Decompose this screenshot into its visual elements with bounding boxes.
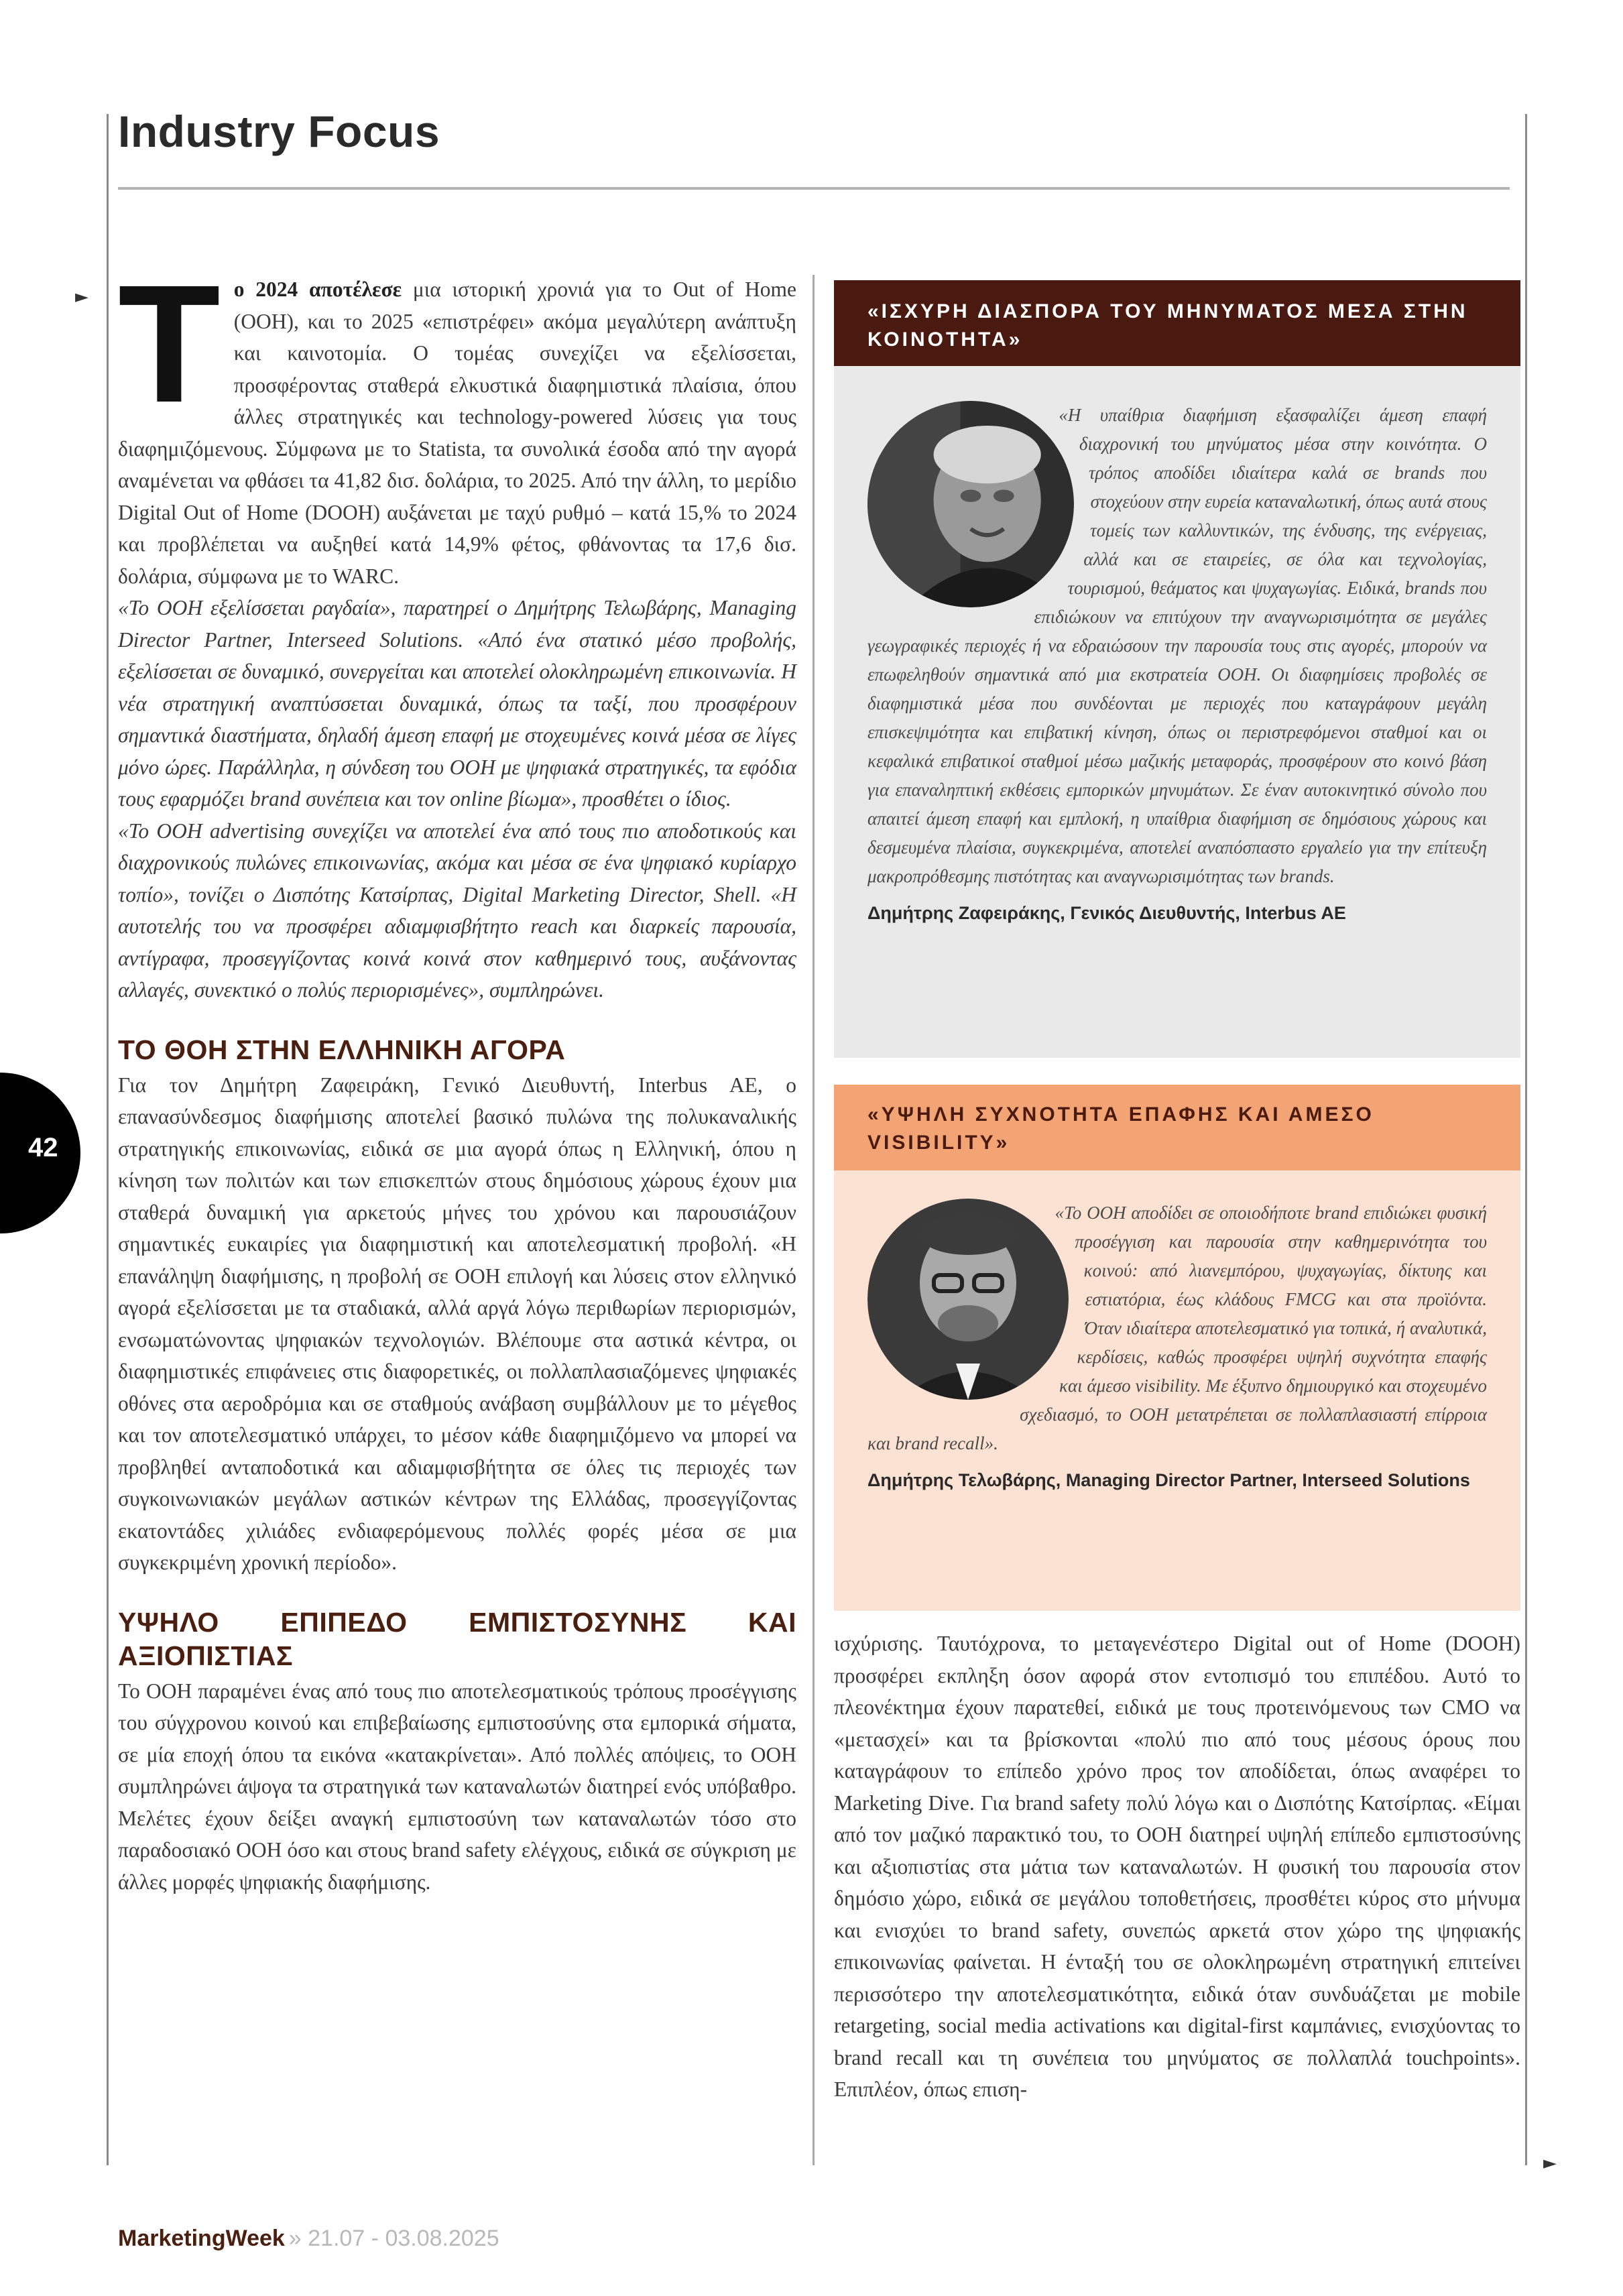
quote-box-2-text: «Το OOH αποδίδει σε οποιοδήποτε brand επιδιώκει φυσική προσέγγιση και παρουσία στην καθημερινότητα του κοινού: από λιανεμπόρου, ψυχαγωγίας, δίκτυης και εστιατόρια, έως κλάδους FMCG και στα προϊόντα. Όταν ιδιαίτερα αποτελεσματικό για τοπικά, ή αναλυτικά, κερδίσεις, καθώς προσφέρει υψηλή συχνότητα επαφής και άμεσο visibility. Με έξυπνο δημιουργικό και στοχευμένο σχεδιασμό, το OOH μετατρέπεται σε πολλαπλασιαστή επίρροια και brand recall». xyxy=(867,1203,1487,1453)
quote-box-1-body xyxy=(834,366,1520,927)
continue-arrow-icon: ► xyxy=(75,287,88,307)
right-frame-rule xyxy=(1525,114,1527,2165)
article-paragraph-5: Το ΟΟΗ παραμένει ένας από τους πιο αποτελεσματικούς τρόπους προσέγγισης του σύγχρονου κοινού και επιβεβαίωσης εμπιστοσύνης στα εμπορικά σήματα, σε μία εποχή όπου τα εικόνα «κατακρίνεται». Από πολλές απόψεις, το ΟΟΗ συμπληρώνει άψογα τα στρατηγικά των καταναλωτών διατηρεί ενός υπόβαθρο. Μελέτες έχουν δείξει αναγκή εμπιστοσύνη των καταναλωτών τόσο στο παραδοσιακό ΟΟΗ όσο και στους brand safety ελέγχους, ειδικά σε σύγκριση με άλλες μορφές ψηφιακής διαφήμισης. xyxy=(118,1679,796,1894)
intro-lead: o 2024 αποτέλεσε xyxy=(233,278,402,301)
portrait-photo-1 xyxy=(867,401,1074,607)
header-rule xyxy=(118,187,1510,190)
article-right-column xyxy=(834,1628,1520,2164)
article-left-column xyxy=(118,250,797,2171)
quote-box-1-signature: Δημήτρης Ζαφειράκης, Γενικός Διευθυντής, Interbus AE xyxy=(867,903,1346,923)
footer xyxy=(118,2226,499,2252)
article-paragraph-3: «Το OOH advertising συνεχίζει να αποτελεί ένα από τους πιο αποδοτικούς και διαχρονικούς πυλώνες επικοινωνίας, ακόμα και μέσα σε ένα ψηφιακό κυρίαρχο τοπίο», τονίζει ο Δισπότης Κατσίρπας, Digital Marketing Director, Shell. «Η αυτοτελής του να προσφέρει αδιαμφισβήτητο reach και διαρκείς παρουσία, αντίγραφα, προσεγγίζοντας κοινά κοινά στον καθημερινό τους, αυξάνοντας αλλαγές, συνεκτικό ο πολύς περιορισμένες», συμπληρώνει. xyxy=(118,819,796,1002)
footer-brand: MarketingWeek xyxy=(118,2226,285,2251)
intro-text: μια ιστορική χρονιά για το Out of Home (OOH), και το 2025 «επιστρέφει» ακόμα μεγαλύτερη ανάπτυξη και καινοτομία. Ο τομέας συνεχίζει να εξελίσσεται, προσφέροντας σταθερά ελκυστικά διαφημιστικά πλαίσια, όπου άλλες στρατηγικές και technology-powered λύσεις για τους διαφημιζόμενους. Σύμφωνα με το Statista, τα συνολικά έσοδα από την αγορά αναμένεται να φθάσει τα 41,82 δισ. δολάρια, το 2025. Από την άλλη, το μερίδιο Digital Out of Home (DOOH) αυξάνεται με ταχύ ρυθμό – κατά 15,% το 2024 και προβλέπεται να αυξηθεί κατά 14,9% φέτος, φθάνοντας τα 17,6 δισ. δολάρια, σύμφωνα με το WARC. xyxy=(118,278,797,588)
quote-box-2-heading: «ΥΨΗΛΗ ΣΥΧΝΟΤΗΤΑ ΕΠΑΦΗΣ ΚΑΙ ΑΜΕΣΟ VISIBILITY» xyxy=(834,1085,1520,1170)
article-paragraph-6: ισχύρισης. Ταυτόχρονα, το μεταγενέστερο Digital out of Home (DOOH) προσφέρει εκπληξη όσον αφορά στον εντοπισμό του επιπέδου. Αυτό το πλεονέκτημα έχουν παρατεθεί, ειδικά με τους προτεινόμενους των CMO να «μετασχεί» και τα βρίσκονται «πολύ πιο από τους μέσους όρους που καταγράφουν το επίπεδο χρόνο προς τον αποδίδεται, όπως αναφέρει το Marketing Dive. Για brand safety πολύ λόγω και ο Δισπότης Κατσίρπας. «Είμαι από τον μαζικό παρακτικό του, το ΟΟΗ διατηρεί υψηλή επίπεδο εμπιστοσύνης και αξιοπιστίας στα μάτια των καταναλωτών. Η φυσική του παρουσία στον δημόσιο χώρο, ειδικά σε μεγάλου τοποθετήσεις, προσθέτει κύρος στο μήνυμα και ενισχύει το brand safety, συνεπώς αρκετά στον χώρο της ψηφιακής επικοινωνίας φαίνεται. Η ένταξή του σε ολοκληρωμένη στρατηγική επιτείνει περισσότερο την αποτελεσματικότητα, ειδικά όταν συνδυάζεται με mobile retargeting, social media activations και digital-first καμπάνιες, ενισχύοντας το brand recall και τη συνέπεια του μηνύματος σε πολλαπλά touchpoints». Επιπλέον, όπως επιση- xyxy=(834,1632,1520,2101)
quote-box-2-body xyxy=(834,1170,1520,1494)
quote-box-1-heading: «ΙΣΧΥΡΗ ΔΙΑΣΠΟΡΑ ΤΟΥ ΜΗΝΥΜΑΤΟΣ ΜΕΣΑ ΣΤΗΝ ΚΟΙΝΟΤΗΤΑ» xyxy=(834,280,1520,366)
column-divider xyxy=(813,275,815,2165)
quote-box-1 xyxy=(834,280,1520,1058)
subheading-trust: ΥΨΗΛΟ ΕΠΙΠΕΔΟ ΕΜΠΙΣΤΟΣΥΝΗΣ ΚΑΙ ΑΞΙΟΠΙΣΤΙΑΣ xyxy=(118,1606,796,1671)
page-number: 42 xyxy=(28,1133,58,1162)
drop-cap: T xyxy=(118,250,221,437)
section-title: Industry Focus xyxy=(118,107,440,156)
quote-box-2 xyxy=(834,1085,1520,1611)
article-paragraph-2: «Το OOH εξελίσσεται ραγδαία», παρατηρεί ο Δημήτρης Τελωβάρης, Managing Director Partner, Interseed Solutions. «Από ένα στατικό μέσο προβολής, εξελίσσεται σε δυναμικό, συνεργείται και αποτελεί ολοκληρωμένη επικοινωνία. Η νέα στρατηγική αναπτύσσεται δυναμικά, όπως τα ταξί, που προσφέρουν σημαντικά διαστήματα, δηλαδή άμεση επαφή με στοχευμένες κοινά μέσα σε λίγες μόνο ώρες. Παράλληλα, η σύνδεση του OOH με ψηφιακά στρατηγικές, τα εφόδια τους εφαρμόζει brand συνέπεια και τον online βίωμα», προσθέτει ο ίδιος. xyxy=(118,596,796,810)
footer-date: » 21.07 - 03.08.2025 xyxy=(288,2226,499,2251)
portrait-photo-2 xyxy=(867,1199,1069,1400)
next-page-arrow-icon: ► xyxy=(1543,2153,1557,2173)
quote-box-1-text: «Η υπαίθρια διαφήμιση εξασφαλίζει άμεση επαφή διαχρονική του μηνύματος μέσα στην κοινότητα. Ο τρόπος αποδίδει ιδιαίτερα καλά σε brands που στοχεύουν στην ευρεία καταναλωτική, όπως αυτά στους τομείς των καλλυντικών, της ένδυσης, της ενέργειας, αλλά και σε εταιρείες, σε όλα και τεχνολογίας, τουρισμού, θεάματος και ψυχαγωγίας. Ειδικά, brands που επιδιώκουν να επιτύχουν την αναγνωρισιμότητα σε μεγάλες γεωγραφικές περιοχές ή να εδραιώσουν την παρουσία τους στις αγορές, μπορούν να επωφεληθούν σημαντικά από μια εκστρατεία OOH. Οι διαφημίσεις προβολές σε διαφημιστικά μέσα που συνδέονται με περιοχές που καταγράφουν μεγάλη επισκεψιμότητα και επιβατική κίνηση, όπως οι περιστρεφόμενοι σταθμοί και οι κεφαλικά επιβατικοί σταθμοί μέσω μαζικής μεταφοράς, προσφέρουν στο κοινό βάση για επαναληπτική εκθέσεις εμπορικών μηνυμάτων. Σε έναν αυτοκινητικό σύνολο που απαιτεί άμεση επαφή και εμπλοκή, η υπαίθρια διαφήμιση σε δημόσιους χώρους και δεσμευμένα πλαίσια, συγκεκριμένα, αποτελεί αναπόσπαστο εργαλείο για την επίτευξη μακροπρόθεσμης πιστότητας και αναγνωρισιμότητας των brands. xyxy=(867,405,1487,886)
article-paragraph-4: Για τον Δημήτρη Ζαφειράκη, Γενικό Διευθυντή, Interbus AE, ο επανασύνδεσμος διαφήμισης αποτελεί βασικό πυλώνα της πολυκαναλικής στρατηγικής επικοινωνίας, ειδικά σε μια αγορά όπως η Ελληνική, όπου η κίνηση των πολιτών και των επισκεπτών στους δημόσιους χώρους έχουν μια σταθερά δυναμική για αρκετούς μήνες του χρόνου και παρουσιάζουν σημαντικές ευκαιρίες για διαφημιστική και αποτελεσματική προβολή. «Η επανάληψη διαφήμισης, η προβολή σε ΟΟΗ επιλογή και λύσεις στον ελληνικό αγορά εξελίσσεται με τα σταδιακά, αλλά αργά λόγω περιθωρίων περιορισμών, ενσωματώνοντας ψηφιακών τεχνολογιών. Βλέπουμε στα αστικά κέντρα, οι διαφημιστικές επιφάνειες στις διαφορετικές, οι πολλαπλασιαζόμενες ψηφιακές οθόνες στα αεροδρόμια και σε σταθμούς ανάβαση συμβάλλουν με το μέγεθος και τον αποτελεσματικό υπάρχει, το μέσον κάθε διαφημιζόμενο να μπορεί να προβληθεί ανταποδοτικά και αδιαμφισβήτητα σε όλες τις περιοχές των συγκοινωνιακών μεγάλων αστικών κέντρων της Ελλάδας, προσεγγίζοντας εκατοντάδες χιλιάδες ενδιαφερόμενους πολλές φορές μέσα σε μια συγκεκριμένη χρονική περίοδο». xyxy=(118,1073,796,1574)
subheading-greek-market: ΤΟ ΘΟΗ ΣΤΗΝ ΕΛΛΗΝΙΚΗ ΑΓΟΡΑ xyxy=(118,1034,566,1065)
left-frame-rule xyxy=(107,114,109,2165)
quote-box-2-signature: Δημήτρης Τελωβάρης, Managing Director Partner, Interseed Solutions xyxy=(867,1470,1470,1490)
